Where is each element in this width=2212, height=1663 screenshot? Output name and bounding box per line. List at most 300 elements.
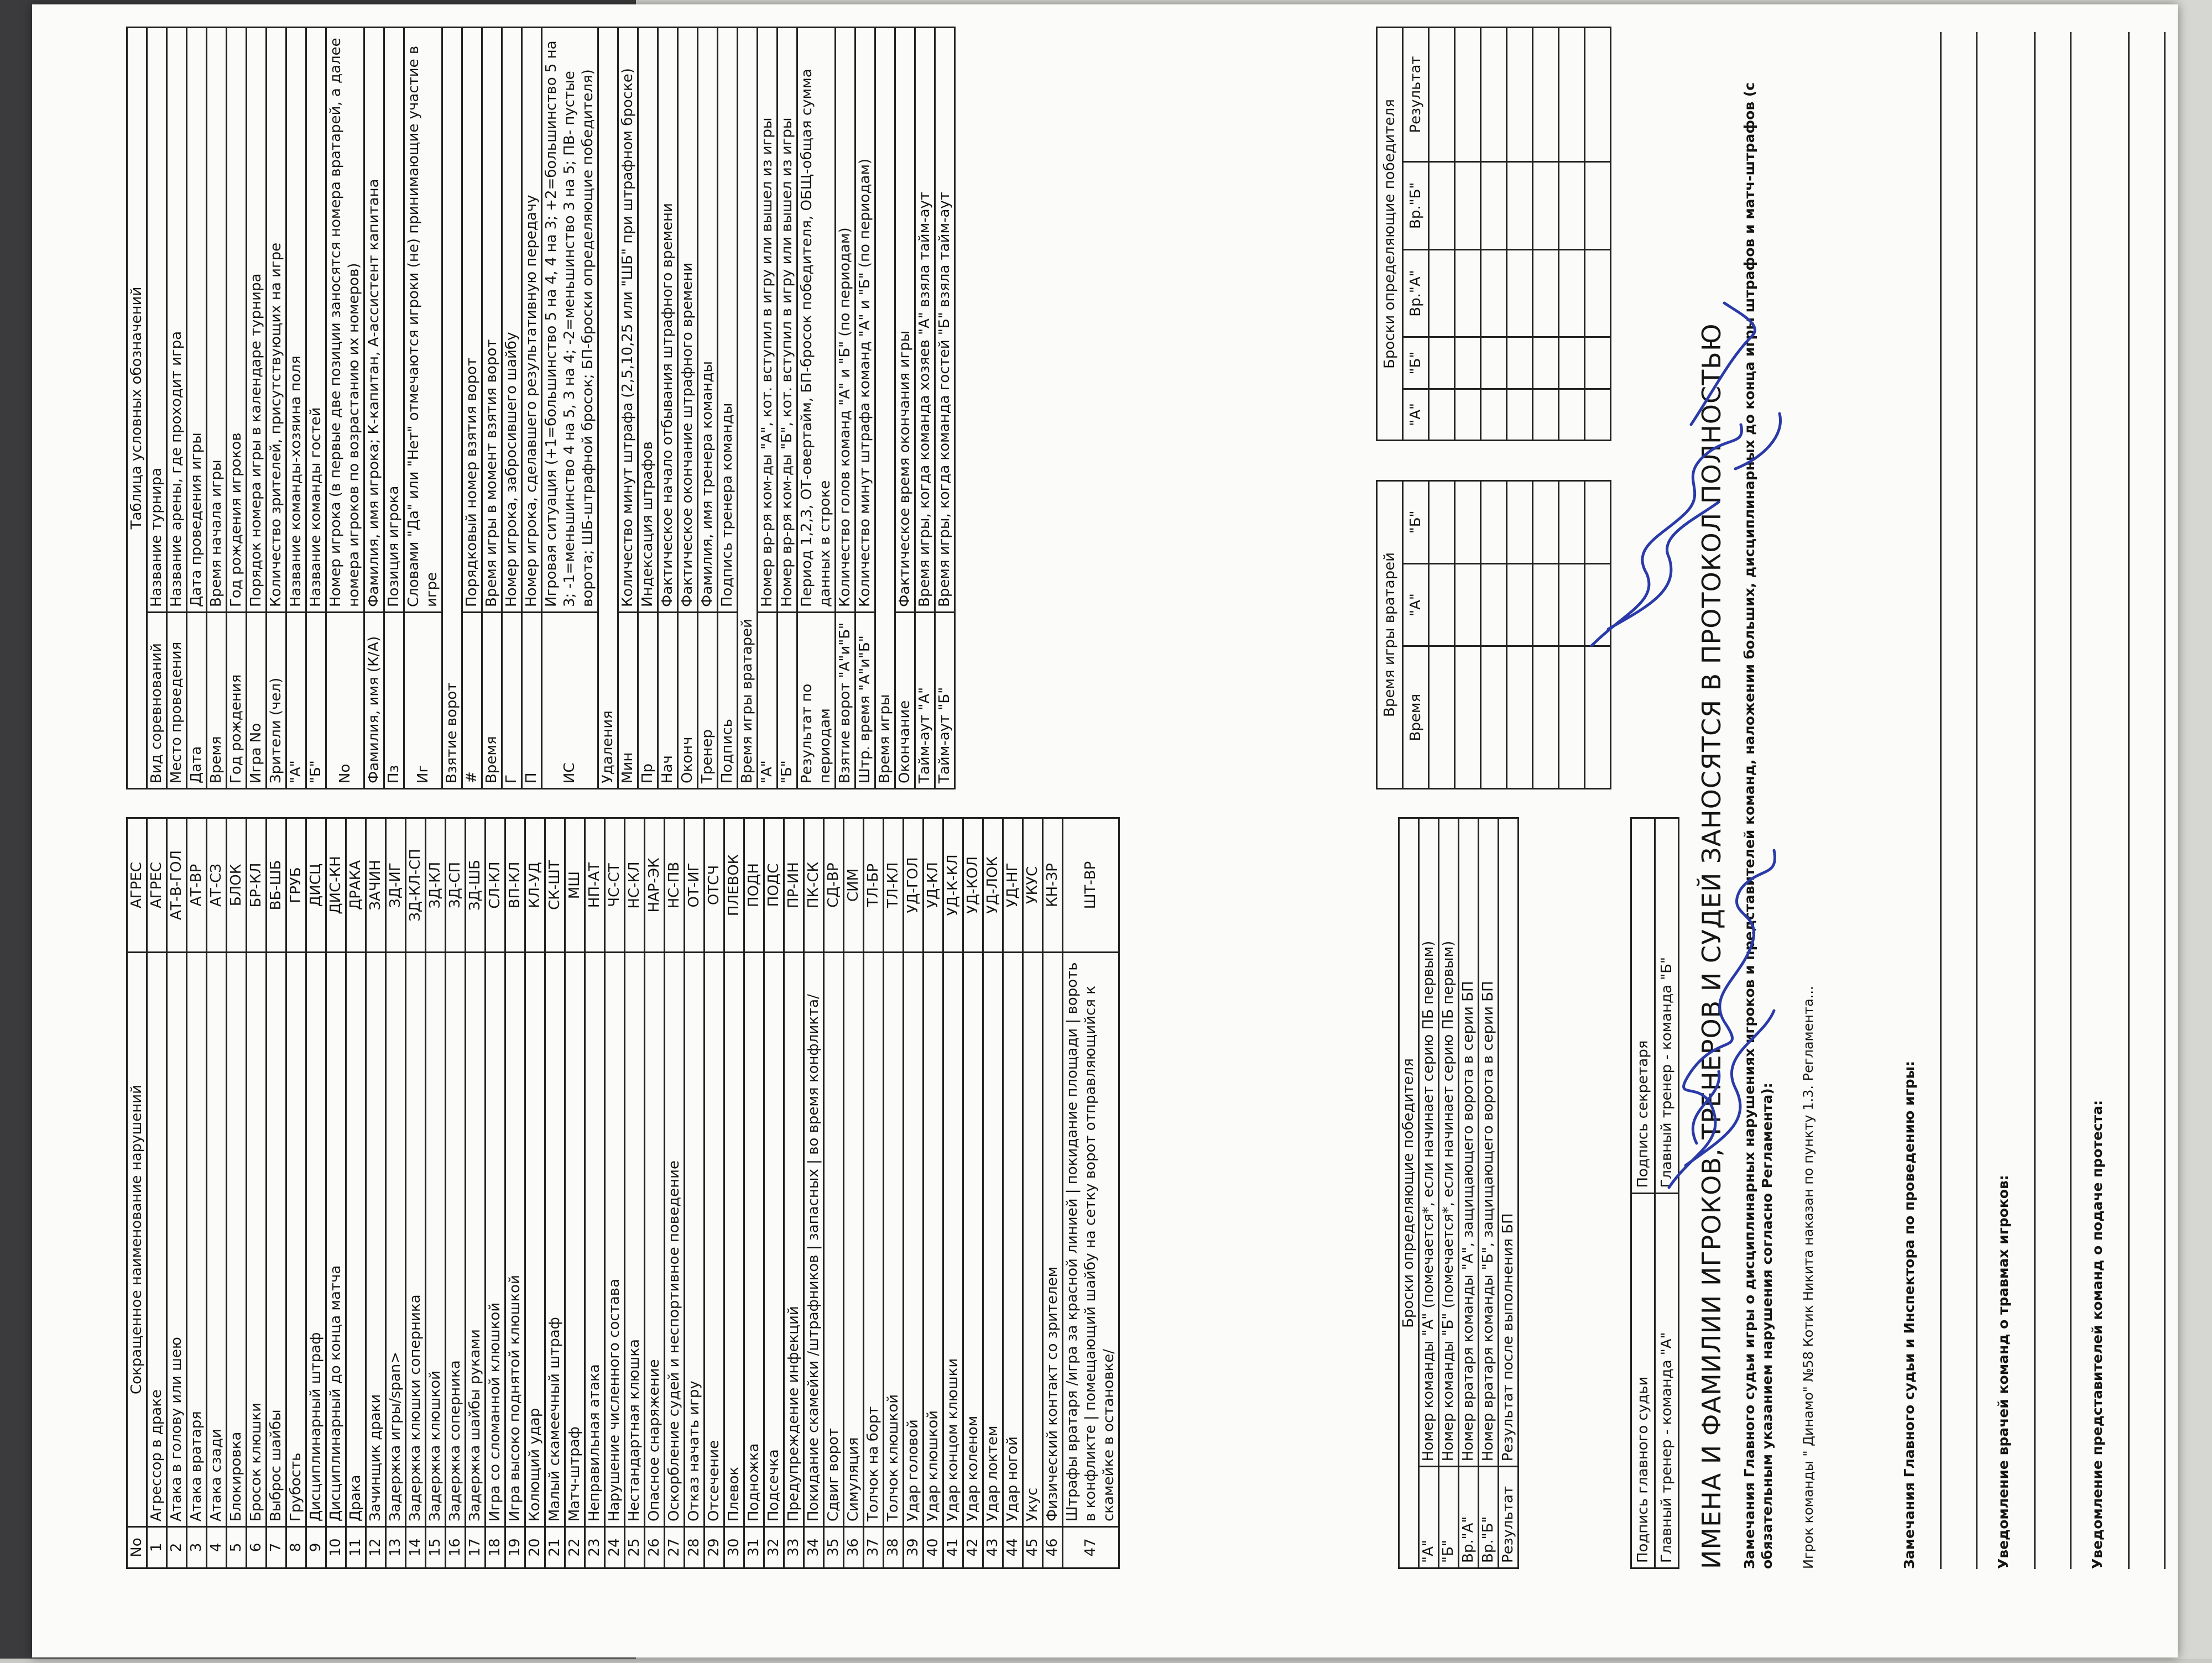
violation-row: [804, 818, 824, 1568]
legend-row: [187, 28, 207, 789]
shootout-key: "А": [1419, 1467, 1439, 1568]
violation-number: 22: [565, 1527, 585, 1568]
legend-row: [522, 28, 542, 789]
gk-grid-cell[interactable]: [1507, 481, 1533, 564]
shootout-value: Номер команды "А" (помечается*, если начинает серию ПБ первым): [1419, 818, 1439, 1467]
winner-grid-row: [1481, 28, 1507, 441]
winner-grid-cell[interactable]: [1559, 337, 1585, 389]
violation-row: [426, 818, 446, 1568]
violation-number: 30: [724, 1527, 744, 1568]
violation-code: УД-К-КЛ: [943, 818, 963, 953]
shootout-key: Вр."А": [1459, 1467, 1479, 1568]
violation-row: [187, 818, 207, 1568]
violation-code: ДИС-КН: [326, 818, 346, 953]
violation-code: ШТ-ВР: [1063, 818, 1119, 953]
remarks-line: [1976, 32, 1978, 1569]
violation-code: КН-ЗР: [1043, 818, 1063, 953]
remarks-line: [2164, 32, 2166, 1569]
violation-number: 42: [963, 1527, 983, 1568]
violation-row: [466, 818, 486, 1568]
gk-grid-cell[interactable]: [1585, 481, 1611, 564]
violation-row: [147, 818, 167, 1568]
legend-value: Название команды гостей: [306, 28, 326, 613]
violation-code: ПОДС: [764, 818, 784, 953]
gk-grid-row: [1507, 481, 1533, 789]
winner-grid-cell[interactable]: [1507, 249, 1533, 337]
violation-number: 7: [267, 1527, 286, 1568]
violation-name: Штрафы вратаря /игра за красной линией | покидание площади | вороть в конфликте | помещающий шайбу на сетку ворот отправляющийся к скамейке в остановке/: [1063, 953, 1119, 1527]
violation-row: [645, 818, 665, 1568]
violation-row: [963, 818, 983, 1568]
violation-code: УД-КОЛ: [963, 818, 983, 953]
violation-number: 33: [784, 1527, 804, 1568]
violation-row: [983, 818, 1003, 1568]
winner-grid-cell[interactable]: [1533, 161, 1559, 249]
violation-number: 15: [426, 1527, 446, 1568]
legend-key: "А": [286, 613, 306, 789]
violation-name: Сдвиг ворот: [824, 953, 844, 1527]
violation-code: НАР-ЭК: [645, 818, 665, 953]
winner-grid-cell[interactable]: [1559, 161, 1585, 249]
violation-code: ВП-КЛ: [505, 818, 525, 953]
legend-key: ИС: [542, 613, 598, 789]
legend-key: Мин: [618, 613, 638, 789]
legend-key: Вид соревнований: [147, 613, 167, 789]
violation-name: Симуляция: [844, 953, 864, 1527]
violation-number: 2: [167, 1527, 187, 1568]
winner-grid-cell[interactable]: [1585, 389, 1611, 440]
legend-key: П: [522, 613, 542, 789]
winner-grid-cell[interactable]: [1585, 161, 1611, 249]
legend-key: Пр: [638, 613, 658, 789]
violation-name: Удар коленом: [963, 953, 983, 1527]
chief-referee-signature-field[interactable]: Подпись главного судьи: [1631, 1193, 1655, 1568]
winner-grid-cell[interactable]: [1429, 249, 1455, 337]
violation-number: 47: [1063, 1527, 1119, 1568]
winner-grid-cell[interactable]: [1507, 161, 1533, 249]
winner-grid-title: Броски определяющие победителя: [1377, 28, 1403, 441]
violation-number: 5: [227, 1527, 247, 1568]
goalkeeper-time-grid: [1376, 480, 1611, 789]
legend-row: [875, 28, 895, 789]
violation-number: 16: [446, 1527, 466, 1568]
winner-grid-cell[interactable]: [1481, 337, 1507, 389]
violation-name: Нарушение численного состава: [605, 953, 625, 1527]
gk-grid-cell[interactable]: [1533, 481, 1559, 564]
winner-grid-row: [1585, 28, 1611, 441]
winner-grid-cell[interactable]: [1455, 249, 1481, 337]
legend-value: Количество зрителей, присутствующих на игре: [267, 28, 286, 613]
violation-name: Колющий удар: [525, 953, 545, 1527]
violation-row: [167, 818, 187, 1568]
violation-name: Задержка клюшкой: [426, 953, 446, 1527]
violation-row: [764, 818, 784, 1568]
violation-row: [724, 818, 744, 1568]
winner-grid-cell[interactable]: [1559, 249, 1585, 337]
legend-row: [306, 28, 326, 789]
violation-row: [286, 818, 306, 1568]
legend-row: [286, 28, 306, 789]
violation-code: ОТСЧ: [705, 818, 724, 953]
legend-key: Время: [482, 613, 502, 789]
violation-number: 19: [505, 1527, 525, 1568]
coach-b-signature-field[interactable]: Главный тренер - команда "Б": [1655, 818, 1679, 1194]
coach-a-signature-field[interactable]: Главный тренер - команда "А": [1655, 1193, 1679, 1568]
violation-name: Матч-штраф: [565, 953, 585, 1527]
legend-row: [836, 28, 855, 789]
legend-key: Фамилия, имя (К/А): [364, 613, 384, 789]
violation-code: ПК-СК: [804, 818, 824, 953]
winner-grid-cell[interactable]: [1533, 337, 1559, 389]
legend-value: Номер вр-ря ком-ды "Б", кот. вступил в игру или вышел из игры: [778, 28, 797, 613]
gk-grid-row: [1455, 481, 1481, 789]
violation-name: Толчок на борт: [864, 953, 884, 1527]
violation-code: ГРУБ: [286, 818, 306, 953]
violation-code: НС-КЛ: [625, 818, 645, 953]
winner-grid-cell[interactable]: [1507, 337, 1533, 389]
shootout-value: Номер вратаря команды "А", защищающего ворота в серии БП: [1459, 818, 1479, 1467]
violation-number: 46: [1043, 1527, 1063, 1568]
legend-row: [167, 28, 187, 789]
legend-row: [247, 28, 267, 789]
violation-name: Предупреждение инфекций: [784, 953, 804, 1527]
violation-name: Грубость: [286, 953, 306, 1527]
legend-key: "Б": [778, 613, 797, 789]
winner-grid-cell[interactable]: [1585, 28, 1611, 162]
violation-number: 14: [406, 1527, 426, 1568]
gk-grid-cell[interactable]: [1429, 481, 1455, 564]
violation-name: Атака вратаря: [187, 953, 207, 1527]
legend-key: Оконч: [678, 613, 698, 789]
gk-grid-row: [1585, 481, 1611, 789]
winner-grid-cell[interactable]: [1481, 28, 1507, 162]
paper-sheet: [32, 4, 2178, 1657]
remarks-inspector: Замечания Главного судьи и Инспектора по проведению игры:: [1901, 1060, 1917, 1569]
violation-code: ТЛ-БР: [864, 818, 884, 953]
violation-name: Оскорбление судей и неспортивное поведение: [665, 953, 685, 1527]
legend-key: "А": [758, 613, 778, 789]
legend-value: Дата проведения игры: [187, 28, 207, 613]
legend-row: [482, 28, 502, 789]
violation-row: [864, 818, 884, 1568]
gk-grid-row: [1533, 481, 1559, 789]
violation-row: [247, 818, 267, 1568]
violation-code: УД-ЛОК: [983, 818, 1003, 953]
legend-key: Окончание: [895, 613, 915, 789]
gk-grid-cell[interactable]: [1455, 563, 1481, 646]
violation-number: 11: [346, 1527, 366, 1568]
remarks-line: [1940, 32, 1942, 1569]
winner-grid-cell[interactable]: [1507, 389, 1533, 440]
legend-row: [778, 28, 797, 789]
gk-grid-cell[interactable]: [1559, 481, 1585, 564]
winner-grid-cell[interactable]: [1455, 28, 1481, 162]
violation-code: ЧС-СТ: [605, 818, 625, 953]
violation-number: 9: [306, 1527, 326, 1568]
gk-grid-cell[interactable]: [1559, 646, 1585, 789]
gk-grid-cell[interactable]: [1533, 646, 1559, 789]
gk-grid-cell[interactable]: [1455, 646, 1481, 789]
gk-grid-cell[interactable]: [1585, 563, 1611, 646]
violation-name: Зачинщик драки: [366, 953, 386, 1527]
violation-number: 20: [525, 1527, 545, 1568]
violation-row: [1003, 818, 1023, 1568]
gk-grid-cell[interactable]: [1507, 646, 1533, 789]
violation-code: СД-ВР: [824, 818, 844, 953]
gk-grid-cell[interactable]: [1481, 646, 1507, 789]
legend-key: Зрители (чел): [267, 613, 286, 789]
remarks-line: [2034, 32, 2036, 1569]
winner-grid-cell[interactable]: [1455, 161, 1481, 249]
gk-grid-cell[interactable]: [1585, 646, 1611, 789]
violation-name: Удар локтем: [983, 953, 1003, 1527]
violation-number: 28: [685, 1527, 705, 1568]
winner-grid-cell[interactable]: [1507, 28, 1533, 162]
legend-section: Время игры: [875, 28, 895, 789]
shootout-value: Результат после выполнения БП: [1499, 818, 1519, 1467]
gk-grid-cell[interactable]: [1429, 563, 1455, 646]
violation-row: [1043, 818, 1063, 1568]
violation-row: [685, 818, 705, 1568]
violation-code: КЛ-УД: [525, 818, 545, 953]
legend-row: [698, 28, 718, 789]
violation-name: Задержка шайбы руками: [466, 953, 486, 1527]
violation-number: 27: [665, 1527, 685, 1568]
violation-row: [665, 818, 685, 1568]
gk-grid-col-time: Время: [1403, 646, 1429, 789]
violation-number: 44: [1003, 1527, 1023, 1568]
violation-name: Задержка игры/span>: [386, 953, 406, 1527]
winner-grid-cell[interactable]: [1429, 28, 1455, 162]
violation-code: ЗД-ШБ: [466, 818, 486, 953]
violation-number: 40: [924, 1527, 943, 1568]
signature-table: [1630, 817, 1679, 1569]
legend-value: Индексация штрафов: [638, 28, 658, 613]
violation-code: БЛОК: [227, 818, 247, 953]
violation-code: АТ-СЗ: [207, 818, 227, 953]
winner-grid-row: [1533, 28, 1559, 441]
violation-number: 32: [764, 1527, 784, 1568]
gk-grid-cell[interactable]: [1481, 481, 1507, 564]
violation-name: Агрессор в драке: [147, 953, 167, 1527]
violation-row: [625, 818, 645, 1568]
player-penalty-note: Игрок команды " Динамо" №58 Котик Никита наказан по пункту 1.3. Регламента...: [1801, 986, 1816, 1569]
legend-value: Название арены, где проходит игра: [167, 28, 187, 613]
winner-grid-cell[interactable]: [1429, 389, 1455, 440]
legend-key: Игра No: [247, 613, 267, 789]
winner-grid-cell[interactable]: [1533, 249, 1559, 337]
legend-value: Порядковый номер взятия ворот: [462, 28, 482, 613]
winner-grid-cell[interactable]: [1455, 389, 1481, 440]
violation-code: ЗАЧИН: [366, 818, 386, 953]
violation-name: Атака в голову или шею: [167, 953, 187, 1527]
legend-key: Дата: [187, 613, 207, 789]
violation-number: 37: [864, 1527, 884, 1568]
legend-value: Фактическое окончание штрафного времени: [678, 28, 698, 613]
gk-grid-title: Время игры вратарей: [1377, 481, 1403, 789]
winner-grid-row: [1559, 28, 1585, 441]
legend-row: [895, 28, 915, 789]
winner-grid-cell[interactable]: [1533, 389, 1559, 440]
winner-col-b: "Б": [1403, 337, 1429, 389]
signature-row-2: [1655, 818, 1679, 1568]
violation-code: УКУС: [1023, 818, 1043, 953]
winner-grid-row: [1429, 28, 1455, 441]
winner-col-a: "А": [1403, 389, 1429, 440]
legend-key: Штр. время "А"и"Б": [855, 613, 875, 789]
violation-number: 41: [943, 1527, 963, 1568]
gk-grid-cell[interactable]: [1533, 563, 1559, 646]
winner-grid-cell[interactable]: [1585, 337, 1611, 389]
violations-header-row: [127, 818, 147, 1568]
gk-grid-cell[interactable]: [1455, 481, 1481, 564]
shootout-key: Результат: [1499, 1467, 1519, 1568]
violation-row: [326, 818, 346, 1568]
violation-row: [824, 818, 844, 1568]
shootout-row: [1479, 818, 1499, 1568]
violation-row: [1063, 818, 1119, 1568]
remarks-line: [2070, 32, 2072, 1569]
legend-value: Игровая ситуация (+1=большинство 5 на 4, 4 на 3; +2=большинство 5 на 3; -1=меньшинство 4 на 5, 3 на 4; -2=меньшинство 3 на 5; ПВ- пустые ворота; ШБ-штрафной бросок; БП-броски определяющие победителя): [542, 28, 598, 613]
signature-row-1: [1631, 818, 1655, 1568]
winner-grid-cell[interactable]: [1559, 28, 1585, 162]
winner-grid-cell[interactable]: [1429, 337, 1455, 389]
violation-name: Нестандартная клюшка: [625, 953, 645, 1527]
violation-row: [525, 818, 545, 1568]
violation-row: [386, 818, 406, 1568]
legend-key: Результат по периодам: [797, 613, 836, 789]
winner-col-gk-b: Вр."Б": [1403, 161, 1429, 249]
legend-row: [678, 28, 698, 789]
legend-key: #: [462, 613, 482, 789]
violation-code: ПОДН: [744, 818, 764, 953]
violation-row: [565, 818, 585, 1568]
violation-row: [545, 818, 565, 1568]
violation-code: АТ-ВР: [187, 818, 207, 953]
violation-row: [346, 818, 366, 1568]
legend-table: [126, 27, 956, 789]
legend-row: [758, 28, 778, 789]
legend-key: Время: [207, 613, 227, 789]
shootout-row: [1439, 818, 1459, 1568]
violation-number: 23: [585, 1527, 605, 1568]
legend-value: Словами "Да" или "Нет" отмечаются игроки (не) принимающие участие в игре: [404, 28, 442, 613]
gk-grid-cell[interactable]: [1429, 646, 1455, 789]
violation-number: 39: [904, 1527, 924, 1568]
legend-row: [618, 28, 638, 789]
gk-grid-row: [1481, 481, 1507, 789]
violation-name: Укус: [1023, 953, 1043, 1527]
legend-key: Иг: [404, 613, 442, 789]
legend-key: Пз: [384, 613, 404, 789]
violations-header-code: АГРЕС: [127, 818, 147, 953]
legend-value: Название турнира: [147, 28, 167, 613]
winner-grid-cell[interactable]: [1481, 249, 1507, 337]
violation-row: [267, 818, 286, 1568]
violation-code: ЗД-КЛ-СП: [406, 818, 426, 953]
violation-number: 34: [804, 1527, 824, 1568]
violation-number: 4: [207, 1527, 227, 1568]
winner-grid-row: [1507, 28, 1533, 441]
legend-key: Тайм-аут "А": [915, 613, 935, 789]
legend-value: Время игры, когда команда хозяев "А" взяла тайм-аут: [915, 28, 935, 613]
violation-number: 25: [625, 1527, 645, 1568]
violation-code: АГРЕС: [147, 818, 167, 953]
winner-grid-cell[interactable]: [1455, 337, 1481, 389]
winner-grid-cell[interactable]: [1585, 249, 1611, 337]
winner-grid-cell[interactable]: [1481, 389, 1507, 440]
violation-number: 12: [366, 1527, 386, 1568]
legend-row: [502, 28, 522, 789]
violation-name: Задержка клюшки соперника: [406, 953, 426, 1527]
violation-number: 13: [386, 1527, 406, 1568]
violation-row: [605, 818, 625, 1568]
legend-value: Год рождения игроков: [227, 28, 247, 613]
violation-name: Опасное снаряжение: [645, 953, 665, 1527]
violation-row: [784, 818, 804, 1568]
legend-value: Количество голов команд "А" и "Б" (по периодам): [836, 28, 855, 613]
violation-number: 43: [983, 1527, 1003, 1568]
legend-key: Подпись: [718, 613, 738, 789]
legend-row: [935, 28, 955, 789]
legend-row: [658, 28, 678, 789]
violation-name: Удар ногой: [1003, 953, 1023, 1527]
shootout-row: [1419, 818, 1439, 1568]
violation-name: Физический контакт со зрителем: [1043, 953, 1063, 1527]
legend-row: [404, 28, 442, 789]
legend-value: Время начала игры: [207, 28, 227, 613]
legend-row: [638, 28, 658, 789]
secretary-signature-field[interactable]: Подпись секретаря: [1631, 818, 1655, 1194]
legend-section: Взятие ворот: [442, 28, 462, 789]
violation-row: [486, 818, 505, 1568]
legend-row: [797, 28, 836, 789]
gk-grid-cell[interactable]: [1559, 563, 1585, 646]
gk-grid-cell[interactable]: [1507, 563, 1533, 646]
legend-key: "Б": [306, 613, 326, 789]
winner-grid-cell[interactable]: [1559, 389, 1585, 440]
winner-col-result: Результат: [1403, 28, 1429, 162]
legend-row: [326, 28, 364, 789]
gk-grid-cell[interactable]: [1481, 563, 1507, 646]
legend-value: Название команды-хозяина поля: [286, 28, 306, 613]
winner-grid-cell[interactable]: [1429, 161, 1455, 249]
violation-number: 31: [744, 1527, 764, 1568]
violation-name: Дисциплинарный до конца матча: [326, 953, 346, 1527]
winner-shots-grid: [1376, 27, 1611, 441]
violation-code: ПР-ИН: [784, 818, 804, 953]
violation-code: СИМ: [844, 818, 864, 953]
violation-number: 21: [545, 1527, 565, 1568]
violation-code: ВБ-ШБ: [267, 818, 286, 953]
winner-grid-cell[interactable]: [1533, 28, 1559, 162]
gk-grid-row: [1559, 481, 1585, 789]
legend-value: Порядок номера игры в календаре турнира: [247, 28, 267, 613]
winner-grid-cell[interactable]: [1481, 161, 1507, 249]
gk-grid-col-a: "А": [1403, 563, 1429, 646]
violation-row: [207, 818, 227, 1568]
violation-row: [943, 818, 963, 1568]
legend-key: Место проведения: [167, 613, 187, 789]
legend-title: Таблица условных обозначений: [127, 28, 147, 789]
violation-code: СЛ-КЛ: [486, 818, 505, 953]
legend-key: Г: [502, 613, 522, 789]
violation-number: 18: [486, 1527, 505, 1568]
violation-code: УД-ГОЛ: [904, 818, 924, 953]
violation-row: [924, 818, 943, 1568]
violation-row: [844, 818, 864, 1568]
violation-name: Толчок клюшкой: [884, 953, 904, 1527]
